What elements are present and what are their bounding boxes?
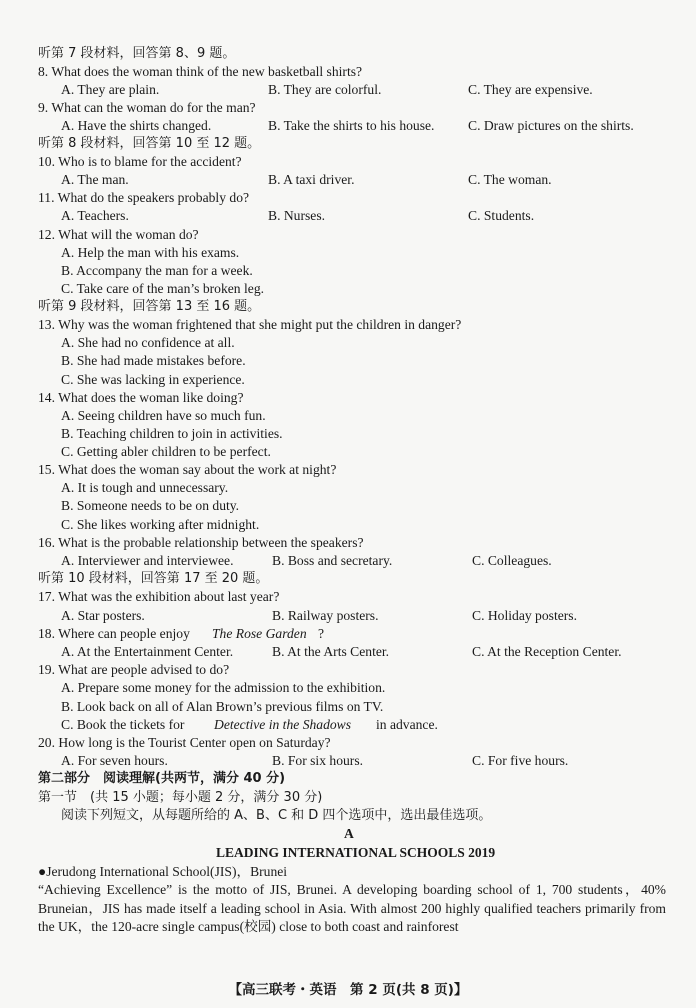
text-segment: A. Help the man with his exams. [61, 245, 240, 260]
text-segment: A. Star posters. [61, 608, 145, 623]
text-line [0, 371, 696, 389]
text-segment: C. Draw pictures on the shirts. [468, 118, 634, 133]
page-footer: 【高三联考・英语 第 2 页(共 8 页)】 [228, 982, 468, 998]
text-line [0, 479, 696, 497]
text-segment: ? [318, 626, 325, 641]
text-segment: 8. What does the woman think of the new basketball shirts? [38, 64, 363, 79]
text-segment: B. Take the shirts to his house. [268, 118, 435, 133]
text-segment: 听第 8 段材料，回答第 10 至 12 题。 [38, 136, 261, 151]
text-segment: B. Nurses. [268, 208, 326, 223]
text-line [0, 407, 696, 425]
text-line [0, 716, 696, 734]
text-line [0, 153, 696, 171]
text-line [0, 552, 696, 570]
text-segment: A. Prepare some money for the admission to the exhibition. [61, 680, 386, 695]
text-segment: 听第 10 段材料，回答第 17 至 20 题。 [38, 571, 269, 586]
text-segment: C. At the Reception Center. [472, 644, 622, 659]
text-segment: B. Accompany the man for a week. [61, 263, 253, 278]
text-segment: A. For seven hours. [61, 753, 168, 768]
text-segment: A. Have the shirts changed. [61, 118, 212, 133]
text-line [0, 570, 696, 588]
text-line [0, 863, 696, 881]
text-segment: 17. What was the exhibition about last year? [38, 589, 280, 604]
text-segment: 20. How long is the Tourist Center open on Saturday? [38, 735, 331, 750]
text-segment: 9. What can the woman do for the man? [38, 100, 256, 115]
text-line [0, 679, 696, 697]
text-segment: C. The woman. [468, 172, 552, 187]
text-line [0, 534, 696, 552]
text-segment: 阅读下列短文，从每题所给的 A、B、C 和 D 四个选项中，选出最佳选项。 [61, 808, 492, 823]
text-segment: B. She had made mistakes before. [61, 353, 246, 368]
text-segment: C. Holiday posters. [472, 608, 577, 623]
text-segment: 14. What does the woman like doing? [38, 390, 244, 405]
text-line [0, 99, 696, 117]
text-line [0, 262, 696, 280]
text-line [0, 588, 696, 606]
text-segment: 10. Who is to blame for the accident? [38, 154, 242, 169]
text-line [0, 389, 696, 407]
text-segment: The Rose Garden [212, 626, 307, 641]
text-segment: 11. What do the speakers probably do? [38, 190, 250, 205]
text-line [0, 117, 696, 135]
text-line [0, 280, 696, 298]
text-segment: B. A taxi driver. [268, 172, 355, 187]
text-line [0, 352, 696, 370]
text-line [0, 45, 696, 63]
text-line [0, 135, 696, 153]
text-segment: in advance. [376, 717, 438, 732]
text-line [0, 244, 696, 262]
text-segment: 16. What is the probable relationship between the speakers? [38, 535, 364, 550]
text-line [0, 81, 696, 99]
passage-text: “Achieving Excellence” is the motto of JIS, Brunei. A developing boarding school of 1, 700 students，40% Bruneian，JIS has made itself a leading school in Asia. With almost 200 highly qualified teachers primarily from the UK，the 120-acre single campus(校园) close to both coast and rainforest [38, 882, 666, 935]
text-segment: C. Getting abler children to be perfect. [61, 444, 271, 459]
text-line [0, 844, 696, 862]
text-segment: C. Book the tickets for [61, 717, 185, 732]
text-segment: 听第 9 段材料，回答第 13 至 16 题。 [38, 299, 261, 314]
text-segment: A. She had no confidence at all. [61, 335, 235, 350]
text-segment: B. Boss and secretary. [272, 553, 393, 568]
text-line [0, 316, 696, 334]
text-segment: ●Jerudong International School(JIS)，Brunei [38, 864, 288, 879]
text-segment: A. It is tough and unnecessary. [61, 480, 229, 495]
text-segment: B. They are colorful. [268, 82, 382, 97]
text-segment: B. Someone needs to be on duty. [61, 498, 240, 513]
text-segment: C. They are expensive. [468, 82, 593, 97]
text-segment: A [344, 826, 354, 841]
text-line [0, 189, 696, 207]
text-line [0, 825, 696, 843]
text-segment: 12. What will the woman do? [38, 227, 199, 242]
text-line [0, 698, 696, 716]
text-line [0, 298, 696, 316]
text-segment: B. Teaching children to join in activities. [61, 426, 283, 441]
text-segment: Detective in the Shadows [214, 717, 352, 732]
text-segment: A. At the Entertainment Center. [61, 644, 234, 659]
text-line [0, 661, 696, 679]
text-segment: 第一节 (共 15 小题；每小题 2 分，满分 30 分) [38, 790, 323, 805]
text-segment: B. Look back on all of Alan Brown’s previous films on TV. [61, 699, 384, 714]
text-line [0, 63, 696, 81]
text-line [0, 807, 696, 825]
text-line [0, 752, 696, 770]
text-line [0, 789, 696, 807]
text-line [0, 516, 696, 534]
text-segment: A. Seeing children have so much fun. [61, 408, 266, 423]
text-line [0, 171, 696, 189]
text-line [0, 497, 696, 515]
text-segment: 15. What does the woman say about the work at night? [38, 462, 337, 477]
text-line [0, 607, 696, 625]
text-segment: C. For five hours. [472, 753, 569, 768]
text-segment: B. At the Arts Center. [272, 644, 390, 659]
text-segment: C. Take care of the man’s broken leg. [61, 281, 265, 296]
text-line [0, 461, 696, 479]
text-segment: C. She likes working after midnight. [61, 517, 260, 532]
text-segment: 听第 7 段材料，回答第 8、9 题。 [38, 46, 236, 61]
text-segment: A. Interviewer and interviewee. [61, 553, 234, 568]
text-segment: 18. Where can people enjoy [38, 626, 190, 641]
text-line [0, 643, 696, 661]
text-segment: B. For six hours. [272, 753, 364, 768]
text-segment: A. Teachers. [61, 208, 129, 223]
text-segment: C. She was lacking in experience. [61, 372, 245, 387]
text-line [0, 226, 696, 244]
text-segment: LEADING INTERNATIONAL SCHOOLS 2019 [216, 845, 496, 860]
text-segment: A. They are plain. [61, 82, 160, 97]
text-segment: C. Colleagues. [472, 553, 552, 568]
text-line [0, 625, 696, 643]
text-line [0, 425, 696, 443]
text-segment: A. The man. [61, 172, 129, 187]
text-segment: B. Railway posters. [272, 608, 379, 623]
text-line [0, 734, 696, 752]
text-segment: 13. Why was the woman frightened that she might put the children in danger? [38, 317, 462, 332]
text-segment: C. Students. [468, 208, 535, 223]
text-line [0, 207, 696, 225]
text-line [0, 770, 696, 788]
text-segment: 第二部分 阅读理解(共两节，满分 40 分) [38, 771, 286, 786]
text-line [0, 334, 696, 352]
text-line [0, 443, 696, 461]
text-segment: 19. What are people advised to do? [38, 662, 230, 677]
